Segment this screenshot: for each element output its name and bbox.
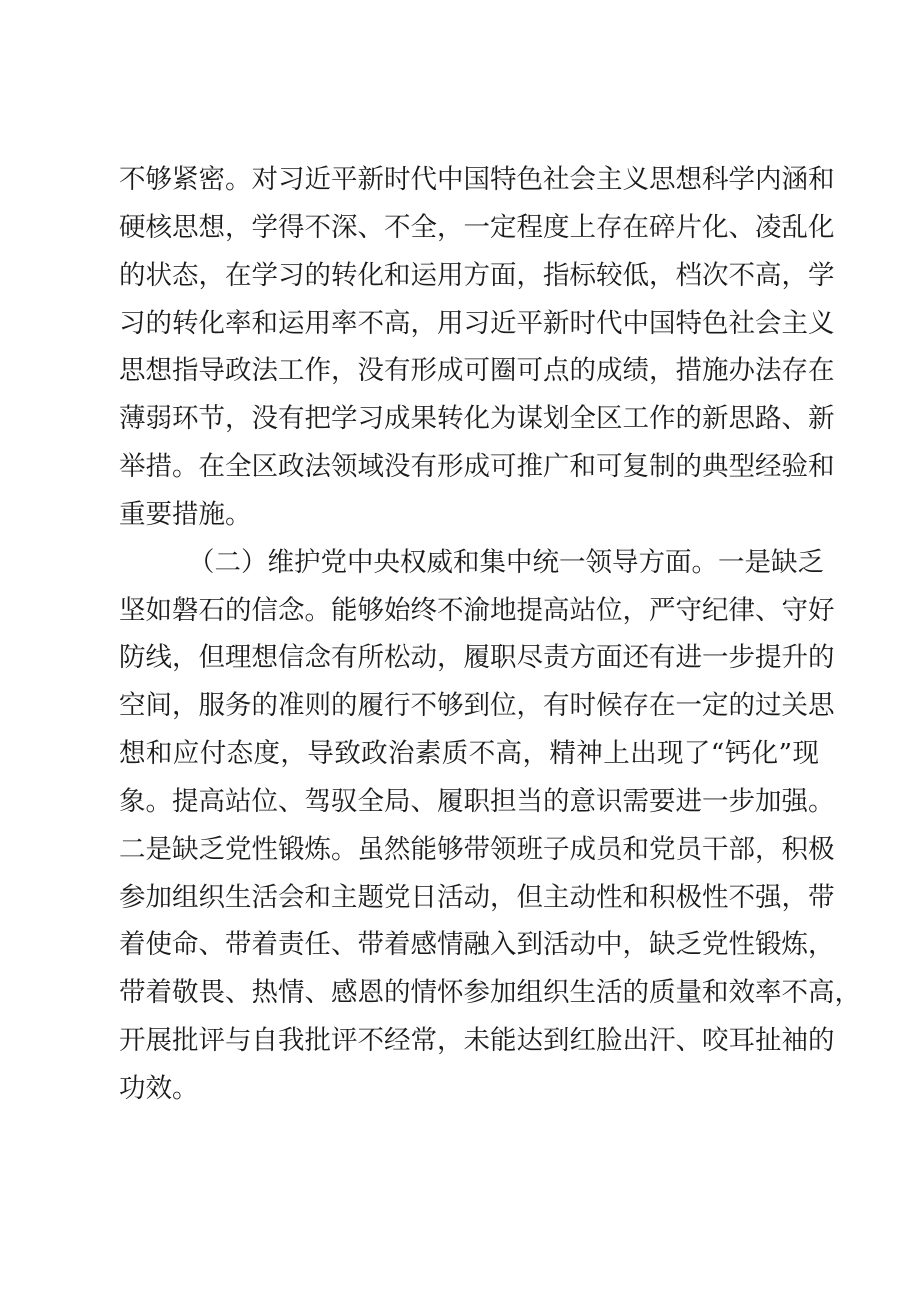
- text-line-17: 着使命、带着责任、带着感情融入到活动中，缺乏党性锻炼，: [119, 929, 835, 960]
- text-line-19: 开展批评与自我批评不经常，未能达到红脸出汗、咬耳扯袖的: [119, 1025, 835, 1056]
- text-line-12: 空间，服务的准则的履行不够到位，有时候存在一定的过关思: [119, 690, 835, 721]
- section-heading-line: （二）维护党中央权威和集中统一领导方面。一是缺乏: [188, 547, 824, 578]
- text-line-13: 想和应付态度，导致政治素质不高，精神上出现了“钙化”现: [119, 738, 819, 769]
- text-line-2: 硬核思想，学得不深、不全，一定程度上存在碎片化、凌乱化: [119, 212, 835, 243]
- text-line-8: 重要措施。: [119, 499, 252, 530]
- text-line-6: 薄弱环节，没有把学习成果转化为谋划全区工作的新思路、新: [119, 403, 835, 434]
- text-line-15: 二是缺乏党性锻炼。虽然能够带领班子成员和党员干部，积极: [119, 834, 835, 865]
- text-line-11: 防线，但理想信念有所松动，履职尽责方面还有进一步提升的: [119, 642, 835, 673]
- text-line-20: 功效。: [119, 1073, 199, 1104]
- text-line-16: 参加组织生活会和主题党日活动，但主动性和积极性不强，带: [119, 882, 835, 913]
- text-line-7: 举措。在全区政法领域没有形成可推广和可复制的典型经验和: [119, 451, 835, 482]
- text-line-4: 习的转化率和运用率不高，用习近平新时代中国特色社会主义: [119, 308, 835, 339]
- text-line-5: 思想指导政法工作，没有形成可圈可点的成绩，措施办法存在: [119, 355, 835, 386]
- text-line-18: 带着敬畏、热情、感恩的情怀参加组织生活的质量和效率不高，: [119, 977, 861, 1008]
- text-line-10: 坚如磐石的信念。能够始终不渝地提高站位，严守纪律、守好: [119, 595, 835, 626]
- text-line-3: 的状态，在学习的转化和运用方面，指标较低，档次不高，学: [119, 260, 835, 291]
- text-line-1: 不够紧密。对习近平新时代中国特色社会主义思想科学内涵和: [119, 164, 835, 195]
- text-line-14: 象。提高站位、驾驭全局、履职担当的意识需要进一步加强。: [119, 786, 835, 817]
